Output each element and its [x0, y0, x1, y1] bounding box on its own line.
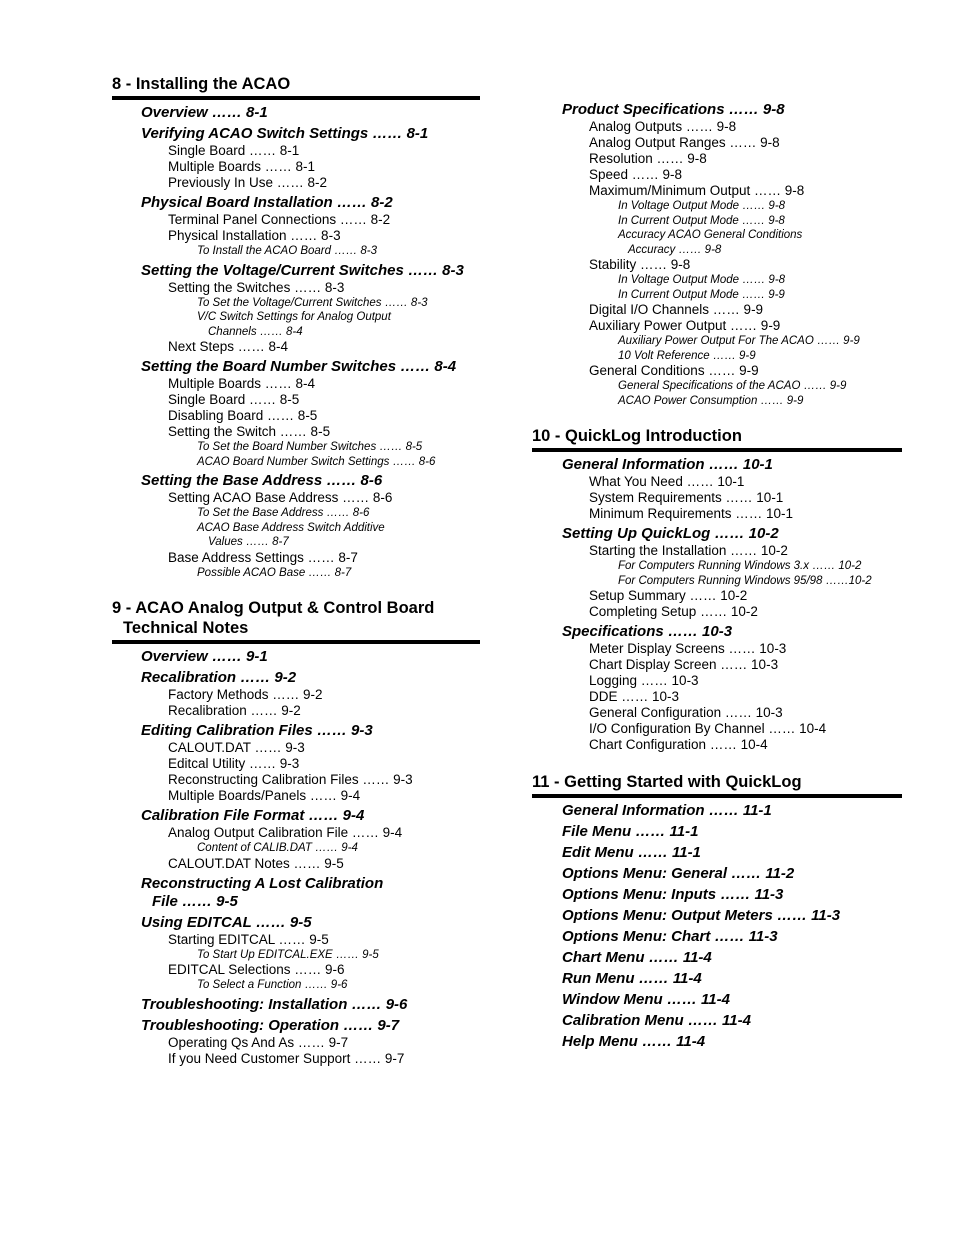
toc-entry: For Computers Running Windows 95/98 ……10-2: [618, 574, 872, 587]
toc-entry: Terminal Panel Connections …… 8-2: [168, 212, 391, 227]
chapter-9-title-line2: Technical Notes: [123, 619, 249, 637]
toc-entry: Physical Board Installation …… 8-2: [141, 194, 393, 211]
toc-entry: Setting ACAO Base Address …… 8-6: [168, 490, 393, 505]
toc-entry: Starting the Installation …… 10-2: [589, 543, 788, 558]
toc-entry: I/O Configuration By Channel …… 10-4: [589, 721, 827, 736]
toc-entry: Values …… 8-7: [208, 536, 289, 548]
toc-entry: Specifications …… 10-3: [562, 623, 733, 640]
chapter-9-title: [112, 598, 480, 638]
toc-entry: In Voltage Output Mode …… 9-8: [618, 274, 786, 286]
toc-entry: Base Address Settings …… 8-7: [168, 549, 358, 565]
chapter-8-rule: [112, 96, 480, 100]
toc-entry: CALOUT.DAT …… 9-3: [168, 740, 305, 755]
toc-entry: File …… 9-5: [152, 892, 238, 910]
toc-entry: EDITCAL Selections …… 9-6: [168, 962, 345, 977]
toc-entry: Physical Installation …… 8-3: [168, 228, 341, 243]
toc-entry: Product Specifications …… 9-8: [562, 101, 785, 118]
toc-entry: General Conditions …… 9-9: [589, 363, 759, 378]
toc-entry: Meter Display Screens …… 10-3: [589, 641, 787, 656]
toc-entry: Recalibration …… 9-2: [141, 669, 297, 686]
toc-entry: Editcal Utility …… 9-3: [168, 756, 300, 771]
toc-entry: In Voltage Output Mode …… 9-8: [618, 200, 786, 212]
chapter-11-title: 11 - Getting Started with QuickLog: [532, 773, 802, 791]
toc-entry: Setting the Voltage/Current Switches …… 8-3: [141, 261, 464, 279]
toc-entry: Troubleshooting: Operation …… 9-7: [141, 1016, 400, 1034]
toc-entry: General Specifications of the ACAO …… 9-9: [618, 380, 847, 392]
toc-entry: For Computers Running Windows 3.x …… 10-2: [618, 560, 862, 572]
chapter-8-entries: [112, 101, 480, 580]
toc-entry: Factory Methods …… 9-2: [168, 687, 323, 702]
chapter-9-continued-entries: [532, 98, 902, 408]
toc-entry: Run Menu …… 11-4: [562, 970, 702, 987]
toc-entry: Reconstructing A Lost Calibration: [141, 874, 384, 892]
toc-entry: ACAO Board Number Switch Settings …… 8-6: [197, 455, 436, 468]
toc-entry: Auxiliary Power Output For The ACAO …… 9-9: [618, 335, 860, 347]
toc-entry: System Requirements …… 10-1: [589, 490, 784, 505]
toc-entry: Overview …… 9-1: [141, 648, 268, 665]
toc-entry: Accuracy …… 9-8: [628, 243, 722, 256]
toc-entry: If you Need Customer Support …… 9-7: [168, 1050, 405, 1066]
toc-entry: Accuracy ACAO General Conditions: [618, 229, 803, 241]
toc-entry: To Install the ACAO Board …… 8-3: [197, 245, 378, 257]
chapter-9: [112, 598, 480, 644]
chapter-9-rule: [112, 640, 480, 644]
chapter-11-rule: [532, 794, 902, 798]
toc-entry: Edit Menu …… 11-1: [562, 844, 701, 861]
toc-entry: Recalibration …… 9-2: [168, 703, 301, 718]
toc-entry: Logging …… 10-3: [589, 673, 699, 688]
toc-entry: ACAO Power Consumption …… 9-9: [618, 394, 804, 407]
chapter-8-title: 8 - Installing the ACAO: [112, 75, 291, 93]
toc-entry: Options Menu: Chart …… 11-3: [562, 928, 778, 945]
toc-entry: Completing Setup …… 10-2: [589, 604, 758, 619]
toc-entry: Single Board …… 8-1: [168, 143, 300, 158]
toc-entry: ACAO Base Address Switch Additive: [197, 521, 385, 534]
toc-entry: CALOUT.DAT Notes …… 9-5: [168, 855, 344, 871]
toc-entry: Editing Calibration Files …… 9-3: [141, 722, 373, 739]
chapter-11: [532, 772, 902, 798]
toc-entry: Multiple Boards …… 8-1: [168, 159, 316, 174]
chapter-9-title-line1: 9 - ACAO Analog Output & Control Board: [112, 599, 435, 617]
toc-entry: Setting the Switches …… 8-3: [168, 279, 345, 295]
toc-entry: Troubleshooting: Installation …… 9-6: [141, 995, 408, 1013]
toc-entry: What You Need …… 10-1: [589, 474, 745, 489]
toc-entry: To Set the Voltage/Current Switches …… 8-3: [197, 296, 428, 309]
toc-entry: Stability …… 9-8: [589, 257, 691, 272]
chapter-10-rule: [532, 448, 902, 452]
toc-entry: Setting the Switch …… 8-5: [168, 424, 331, 439]
chapter-10: [532, 426, 902, 452]
toc-entry: 10 Volt Reference …… 9-9: [618, 349, 756, 362]
toc-entry: Window Menu …… 11-4: [562, 991, 730, 1008]
toc-entry: File Menu …… 11-1: [562, 823, 699, 840]
toc-entry: Previously In Use …… 8-2: [168, 175, 328, 190]
toc-entry: Chart Display Screen …… 10-3: [589, 657, 779, 672]
toc-entry: Auxiliary Power Output …… 9-9: [589, 318, 781, 333]
toc-entry: Setting the Board Number Switches …… 8-4: [141, 358, 457, 375]
toc-entry: Setting the Base Address …… 8-6: [141, 472, 383, 489]
chapter-10-entries: [532, 453, 902, 753]
toc-entry: Channels …… 8-4: [208, 325, 303, 338]
toc-entry: Possible ACAO Base …… 8-7: [197, 566, 352, 579]
toc-entry: Chart Menu …… 11-4: [562, 949, 712, 966]
chapter-8: [112, 74, 480, 100]
toc-entry: General Information …… 10-1: [562, 456, 773, 473]
toc-entry: General Information …… 11-1: [562, 802, 772, 819]
toc-entry: Options Menu: Inputs …… 11-3: [562, 886, 784, 903]
toc-entry: V/C Switch Settings for Analog Output: [197, 311, 391, 323]
toc-entry: Chart Configuration …… 10-4: [589, 737, 768, 752]
toc-entry: Single Board …… 8-5: [168, 392, 300, 407]
toc-entry: Using EDITCAL …… 9-5: [141, 913, 312, 931]
toc-entry: Next Steps …… 8-4: [168, 339, 289, 354]
toc-entry: To Select a Function …… 9-6: [197, 979, 348, 991]
toc-entry: Options Menu: General …… 11-2: [562, 865, 795, 882]
toc-entry: Speed …… 9-8: [589, 167, 683, 182]
toc-entry: Verifying ACAO Switch Settings …… 8-1: [141, 125, 429, 142]
toc-entry: Options Menu: Output Meters …… 11-3: [562, 907, 841, 924]
chapter-9-entries: [112, 645, 480, 1067]
chapter-10-title: 10 - QuickLog Introduction: [532, 427, 742, 445]
toc-entry: General Configuration …… 10-3: [589, 705, 783, 720]
toc-entry: Analog Outputs …… 9-8: [589, 119, 737, 134]
toc-entry: DDE …… 10-3: [589, 689, 680, 704]
toc-entry: Reconstructing Calibration Files …… 9-3: [168, 772, 413, 787]
toc-entry: Maximum/Minimum Output …… 9-8: [589, 183, 805, 198]
toc-entry: Calibration Menu …… 11-4: [562, 1012, 751, 1029]
toc-entry: Multiple Boards …… 8-4: [168, 376, 316, 391]
toc-entry: Setup Summary …… 10-2: [589, 588, 748, 603]
chapter-11-entries: [532, 799, 902, 1051]
toc-entry: Multiple Boards/Panels …… 9-4: [168, 788, 361, 803]
toc-entry: In Current Output Mode …… 9-8: [618, 214, 785, 227]
toc-entry: In Current Output Mode …… 9-9: [618, 288, 785, 301]
toc-entry: Operating Qs And As …… 9-7: [168, 1034, 349, 1050]
toc-entry: Analog Output Calibration File …… 9-4: [168, 825, 403, 840]
toc-entry: Help Menu …… 11-4: [562, 1033, 706, 1050]
toc-entry: Minimum Requirements …… 10-1: [589, 506, 794, 521]
toc-entry: Resolution …… 9-8: [589, 151, 707, 166]
toc-entry: Setting Up QuickLog …… 10-2: [562, 525, 779, 542]
toc-entry: Content of CALIB.DAT …… 9-4: [197, 842, 358, 854]
toc-entry: To Set the Base Address …… 8-6: [197, 507, 370, 519]
toc-entry: Overview …… 8-1: [141, 104, 268, 121]
toc-entry: Calibration File Format …… 9-4: [141, 807, 365, 824]
toc-entry: Analog Output Ranges …… 9-8: [589, 135, 780, 150]
toc-entry: Starting EDITCAL …… 9-5: [168, 931, 329, 947]
toc-entry: Digital I/O Channels …… 9-9: [589, 302, 764, 317]
toc-entry: To Start Up EDITCAL.EXE …… 9-5: [197, 948, 379, 961]
toc-entry: To Set the Board Number Switches …… 8-5: [197, 441, 423, 453]
toc-entry: Disabling Board …… 8-5: [168, 408, 318, 423]
